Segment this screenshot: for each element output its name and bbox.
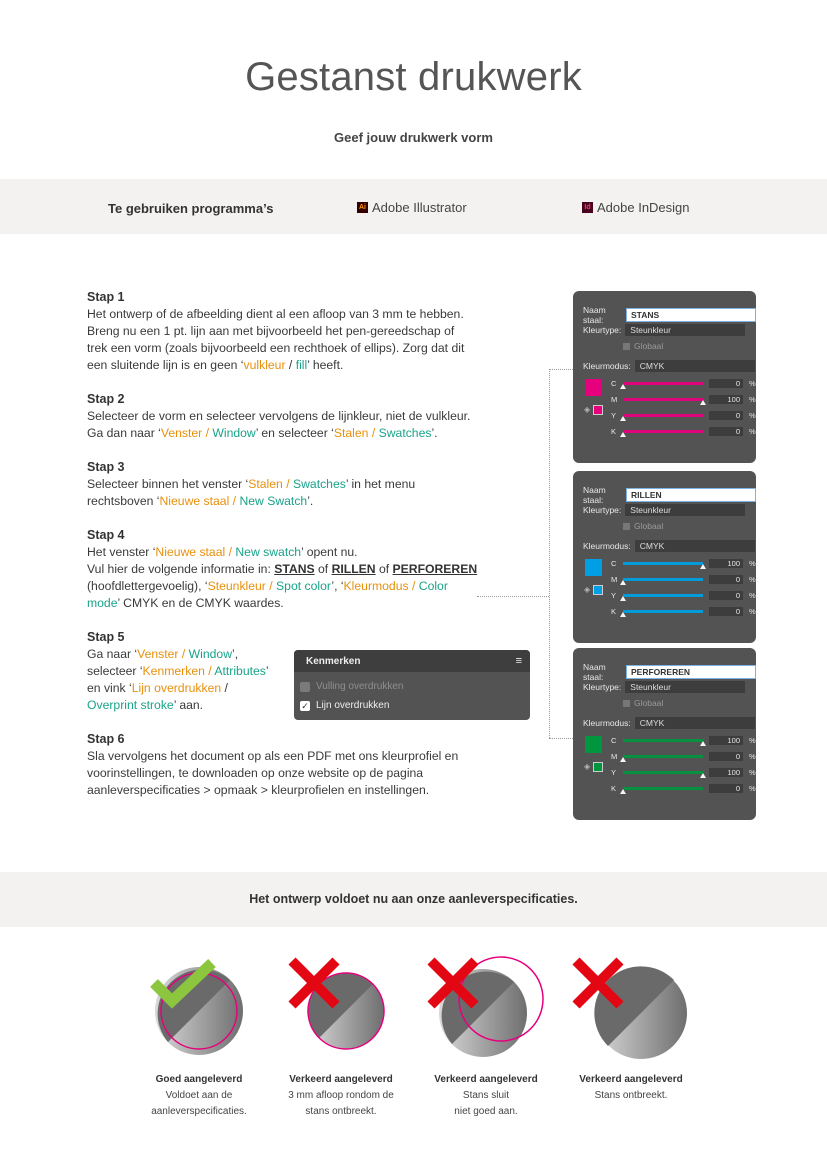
channel-label: C bbox=[611, 379, 617, 388]
step-5-text bbox=[87, 646, 287, 714]
global-label: Globaal bbox=[634, 341, 664, 351]
percent-label: % bbox=[749, 411, 756, 420]
channel-value-input[interactable]: 0 bbox=[709, 784, 743, 793]
step-5-text-part: Ga naar ‘ bbox=[87, 647, 138, 661]
step-6-line-2: voorinstellingen, te downloaden op onze website op de pagina bbox=[87, 766, 424, 780]
example-line: Stans ontbreekt. bbox=[594, 1090, 668, 1101]
step-3-text bbox=[87, 476, 507, 510]
color-type-select[interactable]: Steunkleur bbox=[625, 681, 745, 693]
spot-color-mini-swatch bbox=[593, 585, 603, 595]
step-2-text bbox=[87, 408, 507, 442]
spot-color-icon: ◈ bbox=[584, 585, 591, 594]
step-2-text-part: ’ en selecteer ‘ bbox=[255, 426, 334, 440]
step-4 bbox=[87, 527, 507, 612]
channel-value-input[interactable]: 100 bbox=[709, 736, 743, 745]
highlight-kleurmodus: Kleurmodus bbox=[343, 579, 409, 593]
step-3-text-part: Selecteer binnen het venster ‘ bbox=[87, 477, 249, 491]
percent-label: % bbox=[749, 607, 756, 616]
slider-m[interactable] bbox=[611, 752, 756, 761]
color-mode-row bbox=[583, 360, 755, 372]
step-5-text-part: ’ bbox=[265, 664, 269, 678]
slider-track[interactable] bbox=[623, 739, 703, 742]
highlight-spot-color: Spot color bbox=[276, 579, 332, 593]
slider-track[interactable] bbox=[623, 610, 703, 613]
example-line: stans ontbreekt. bbox=[305, 1106, 377, 1117]
percent-label: % bbox=[749, 768, 756, 777]
step-5-text-part: ’, bbox=[232, 647, 239, 661]
kenmerken-panel bbox=[294, 650, 530, 720]
slider-m[interactable] bbox=[611, 575, 756, 584]
programs-label: Te gebruiken programma’s bbox=[108, 201, 274, 216]
example-caption bbox=[134, 1072, 264, 1120]
slider-track[interactable] bbox=[623, 414, 703, 417]
example-line: Stans sluit bbox=[462, 1090, 510, 1101]
connector-line bbox=[549, 738, 573, 739]
step-2-line-1: Selecteer de vorm en selecteer vervolgens de lijnkleur, niet de vulkleur. bbox=[87, 409, 471, 423]
step-2-text-part: ’. bbox=[431, 426, 438, 440]
color-type-row bbox=[583, 681, 745, 693]
step-5-title: Stap 5 bbox=[87, 630, 125, 644]
channel-value-input[interactable]: 0 bbox=[709, 752, 743, 761]
global-label: Globaal bbox=[634, 521, 664, 531]
highlight-stalen: Stalen bbox=[248, 477, 283, 491]
channel-value-input[interactable]: 100 bbox=[709, 559, 743, 568]
highlight-kenmerken: Kenmerken bbox=[142, 664, 205, 678]
channel-label: Y bbox=[611, 768, 617, 777]
channel-value-input[interactable]: 0 bbox=[709, 411, 743, 420]
step-4-text bbox=[87, 544, 507, 612]
swatch-name-input[interactable]: RILLEN bbox=[626, 488, 756, 502]
channel-value-input[interactable]: 0 bbox=[709, 591, 743, 600]
percent-label: % bbox=[749, 591, 756, 600]
color-swatch-preview bbox=[585, 379, 602, 396]
highlight-window: Window bbox=[188, 647, 233, 661]
color-mode-label: Kleurmodus: bbox=[583, 541, 631, 551]
slider-track[interactable] bbox=[623, 578, 703, 581]
example-title: Goed aangeleverd bbox=[155, 1074, 243, 1085]
slider-k[interactable] bbox=[611, 784, 756, 793]
step-6-line-3: aanleverspecificaties > opmaak > kleurprofielen en instellingen. bbox=[87, 783, 430, 797]
slider-m[interactable] bbox=[611, 395, 756, 404]
step-4-text-part: / bbox=[225, 545, 236, 559]
channel-label: M bbox=[611, 395, 618, 404]
slider-k[interactable] bbox=[611, 427, 756, 436]
global-row[interactable] bbox=[623, 521, 663, 531]
keyword-stans: STANS bbox=[274, 562, 315, 576]
step-4-text-part: (hoofdlettergevoelig), ‘ bbox=[87, 579, 208, 593]
fill-overprint-row[interactable] bbox=[300, 681, 403, 692]
step-2-text-part: / bbox=[202, 426, 213, 440]
highlight-color-mode-cont: mode bbox=[87, 596, 118, 610]
highlight-lijn-overdrukken: Lijn overdrukken bbox=[131, 681, 222, 695]
step-6-title: Stap 6 bbox=[87, 732, 125, 746]
result-heading: Het ontwerp voldoet nu aan onze aanleverspecificaties. bbox=[249, 892, 578, 906]
swatch-name-input[interactable]: PERFOREREN bbox=[626, 665, 756, 679]
slider-thumb[interactable] bbox=[700, 741, 706, 746]
stroke-overprint-checkbox[interactable]: ✓ bbox=[301, 700, 309, 711]
slider-track[interactable] bbox=[623, 755, 703, 758]
fill-overprint-checkbox[interactable] bbox=[300, 682, 310, 692]
example-title: Verkeerd aangeleverd bbox=[434, 1074, 538, 1085]
kenmerken-title: Kenmerken bbox=[306, 655, 361, 667]
swatch-name-label: Naam staal: bbox=[583, 485, 606, 505]
spot-color-icon: ◈ bbox=[584, 405, 591, 414]
example-misaligned-illustration bbox=[421, 955, 551, 1067]
color-type-row bbox=[583, 324, 745, 336]
global-checkbox[interactable] bbox=[623, 343, 630, 350]
example-missing-stans-illustration bbox=[566, 955, 696, 1067]
example-good-illustration bbox=[134, 955, 264, 1067]
example-no-bleed bbox=[276, 955, 406, 1120]
step-4-text-part: of bbox=[375, 562, 393, 576]
highlight-color-mode: Color bbox=[418, 579, 448, 593]
swatch-name-label: Naam staal: bbox=[583, 305, 606, 325]
step-3 bbox=[87, 459, 507, 510]
indesign-label: Adobe InDesign bbox=[597, 200, 690, 215]
example-line: aanleverspecificaties. bbox=[151, 1106, 247, 1117]
percent-label: % bbox=[749, 559, 756, 568]
color-type-row bbox=[583, 504, 745, 516]
channel-label: K bbox=[611, 607, 617, 616]
slider-track[interactable] bbox=[623, 398, 703, 401]
percent-label: % bbox=[749, 736, 756, 745]
step-1-line-2: Breng nu een 1 pt. lijn aan met bijvoorbeeld het pen-gereedschap of bbox=[87, 324, 455, 338]
swatch-name-label: Naam staal: bbox=[583, 662, 606, 682]
illustrator-label: Adobe Illustrator bbox=[372, 200, 467, 215]
step-4-text-part: of bbox=[314, 562, 332, 576]
step-3-title: Stap 3 bbox=[87, 460, 125, 474]
highlight-new-swatch: New swatch bbox=[235, 545, 302, 559]
channel-label: Y bbox=[611, 411, 617, 420]
slider-track[interactable] bbox=[623, 594, 703, 597]
example-good bbox=[134, 955, 264, 1120]
slider-thumb[interactable] bbox=[700, 400, 706, 405]
step-4-text-part: Het venster ‘ bbox=[87, 545, 156, 559]
example-no-bleed-illustration bbox=[276, 955, 406, 1067]
channel-value-input[interactable]: 100 bbox=[709, 768, 743, 777]
keyword-rillen: RILLEN bbox=[331, 562, 376, 576]
slider-thumb[interactable] bbox=[620, 432, 626, 437]
step-4-text-part: ’ CMYK en de CMYK waardes. bbox=[117, 596, 284, 610]
swatch-name-input[interactable]: STANS bbox=[626, 308, 756, 322]
step-2-text-part: Ga dan naar ‘ bbox=[87, 426, 161, 440]
slider-track[interactable] bbox=[623, 787, 703, 790]
step-5-text-part: / bbox=[204, 664, 215, 678]
percent-label: % bbox=[749, 379, 756, 388]
slider-track[interactable] bbox=[623, 430, 703, 433]
highlight-vulkleur: vulkleur bbox=[243, 358, 286, 372]
percent-label: % bbox=[749, 752, 756, 761]
indesign-item bbox=[582, 200, 690, 215]
slider-track[interactable] bbox=[623, 382, 703, 385]
step-2-title: Stap 2 bbox=[87, 392, 125, 406]
highlight-nieuwe-staal: Nieuwe staal bbox=[159, 494, 230, 508]
step-6-text bbox=[87, 748, 507, 799]
example-missing-stans bbox=[566, 955, 696, 1104]
highlight-nieuwe-staal: Nieuwe staal bbox=[155, 545, 226, 559]
step-4-text-part: / bbox=[265, 579, 277, 593]
percent-label: % bbox=[749, 575, 756, 584]
step-4-text-part: ’ opent nu. bbox=[301, 545, 358, 559]
channel-value-input[interactable]: 100 bbox=[709, 395, 743, 404]
step-3-text-part: ’. bbox=[307, 494, 314, 508]
step-1-text bbox=[87, 306, 507, 374]
color-type-label: Kleurtype: bbox=[583, 325, 622, 335]
example-caption bbox=[566, 1072, 696, 1104]
slider-thumb[interactable] bbox=[620, 757, 626, 762]
slider-y[interactable] bbox=[611, 411, 756, 420]
slider-track[interactable] bbox=[623, 771, 703, 774]
channel-label: M bbox=[611, 575, 618, 584]
global-checkbox[interactable] bbox=[623, 523, 630, 530]
step-4-text-part: / bbox=[408, 579, 419, 593]
color-mode-row bbox=[583, 540, 755, 552]
highlight-swatches: Swatches bbox=[292, 477, 346, 491]
global-checkbox[interactable] bbox=[623, 700, 630, 707]
indesign-icon: Id bbox=[582, 202, 593, 213]
step-3-text-part: ’ in het menu bbox=[345, 477, 416, 491]
percent-label: % bbox=[749, 784, 756, 793]
step-3-text-part: / bbox=[282, 477, 293, 491]
step-3-text-part: rechtsboven ‘ bbox=[87, 494, 160, 508]
highlight-attributes: Attributes bbox=[214, 664, 266, 678]
color-swatch-preview bbox=[585, 736, 602, 753]
example-misaligned bbox=[421, 955, 551, 1120]
highlight-overprint-stroke: Overprint stroke bbox=[87, 698, 174, 712]
color-mode-select[interactable]: CMYK bbox=[635, 540, 755, 552]
slider-thumb[interactable] bbox=[700, 564, 706, 569]
channel-value-input[interactable]: 0 bbox=[709, 427, 743, 436]
step-5-text-part: selecteer ‘ bbox=[87, 664, 143, 678]
channel-label: C bbox=[611, 736, 617, 745]
example-line: 3 mm afloop rondom de bbox=[288, 1090, 394, 1101]
slider-thumb[interactable] bbox=[620, 612, 626, 617]
slider-c[interactable] bbox=[611, 736, 756, 745]
step-5-text-part: / bbox=[178, 647, 189, 661]
highlight-swatches: Swatches bbox=[378, 426, 432, 440]
example-title: Verkeerd aangeleverd bbox=[579, 1074, 683, 1085]
swatch-panel-rillen bbox=[573, 471, 756, 643]
global-row[interactable] bbox=[623, 698, 663, 708]
example-title: Verkeerd aangeleverd bbox=[289, 1074, 393, 1085]
slider-k[interactable] bbox=[611, 607, 756, 616]
step-4-text-part: Vul hier de volgende informatie in: bbox=[87, 562, 275, 576]
step-1 bbox=[87, 289, 507, 374]
color-type-label: Kleurtype: bbox=[583, 682, 622, 692]
channel-label: K bbox=[611, 784, 617, 793]
step-1-line-3: trek een vorm (zoals bijvoorbeeld een rechthoek of ellips). Zorg dat dit bbox=[87, 341, 465, 355]
panel-menu-icon[interactable]: ≡ bbox=[515, 655, 522, 667]
step-1-line-1: Het ontwerp of de afbeelding dient al een afloop van 3 mm te hebben. bbox=[87, 307, 464, 321]
highlight-fill: fill bbox=[295, 358, 308, 372]
color-mode-row bbox=[583, 717, 755, 729]
color-mode-label: Kleurmodus: bbox=[583, 361, 631, 371]
percent-label: % bbox=[749, 427, 756, 436]
step-5-text-part: ’ aan. bbox=[173, 698, 204, 712]
swatch-name-row bbox=[583, 485, 756, 505]
channel-value-input[interactable]: 0 bbox=[709, 575, 743, 584]
stroke-overprint-row[interactable] bbox=[300, 700, 389, 711]
slider-thumb[interactable] bbox=[620, 416, 626, 421]
step-6 bbox=[87, 731, 507, 799]
slider-thumb[interactable] bbox=[620, 596, 626, 601]
step-1-title: Stap 1 bbox=[87, 290, 125, 304]
connector-line bbox=[549, 369, 573, 370]
channel-label: M bbox=[611, 752, 618, 761]
page-subtitle: Geef jouw drukwerk vorm bbox=[334, 130, 493, 145]
highlight-steunkleur: Steunkleur bbox=[207, 579, 266, 593]
example-caption bbox=[421, 1072, 551, 1120]
page-title: Gestanst drukwerk bbox=[245, 55, 582, 99]
global-label: Globaal bbox=[634, 698, 664, 708]
swatch-name-row bbox=[583, 305, 756, 325]
highlight-window: Window bbox=[212, 426, 256, 440]
highlight-venster: Venster bbox=[160, 426, 203, 440]
example-line: niet goed aan. bbox=[454, 1106, 518, 1117]
slider-y[interactable] bbox=[611, 768, 756, 777]
color-type-select[interactable]: Steunkleur bbox=[625, 324, 745, 336]
step-1-text-part: een sluitende lijn is en geen ‘ bbox=[87, 358, 244, 372]
swatch-panel-stans bbox=[573, 291, 756, 463]
channel-label: Y bbox=[611, 591, 617, 600]
step-4-text-part: ’, ‘ bbox=[331, 579, 344, 593]
slider-c[interactable] bbox=[611, 559, 756, 568]
step-3-text-part: / bbox=[229, 494, 240, 508]
slider-c[interactable] bbox=[611, 379, 756, 388]
percent-label: % bbox=[749, 395, 756, 404]
color-mode-label: Kleurmodus: bbox=[583, 718, 631, 728]
spot-color-mini-swatch bbox=[593, 405, 603, 415]
color-mode-select[interactable]: CMYK bbox=[635, 717, 755, 729]
color-swatch-preview bbox=[585, 559, 602, 576]
keyword-perforeren: PERFOREREN bbox=[392, 562, 478, 576]
color-type-select[interactable]: Steunkleur bbox=[625, 504, 745, 516]
illustrator-item bbox=[357, 200, 467, 215]
slider-thumb[interactable] bbox=[620, 789, 626, 794]
steps-list bbox=[87, 289, 507, 816]
step-1-text-part: ’ heeft. bbox=[307, 358, 344, 372]
swatch-name-row bbox=[583, 662, 756, 682]
slider-thumb[interactable] bbox=[700, 773, 706, 778]
connector-line bbox=[477, 596, 549, 597]
spot-color-mini-swatch bbox=[593, 762, 603, 772]
highlight-stalen: Stalen bbox=[333, 426, 369, 440]
step-6-line-1: Sla vervolgens het document op als een PDF met ons kleurprofiel en bbox=[87, 749, 459, 763]
step-1-text-part: / bbox=[285, 358, 296, 372]
example-line: Voldoet aan de bbox=[165, 1090, 233, 1101]
step-2 bbox=[87, 391, 507, 442]
channel-value-input[interactable]: 0 bbox=[709, 607, 743, 616]
illustrator-icon: Ai bbox=[359, 204, 366, 211]
kenmerken-header bbox=[294, 650, 530, 672]
highlight-venster: Venster bbox=[137, 647, 179, 661]
fill-overprint-label: Vulling overdrukken bbox=[316, 681, 404, 692]
channel-label: K bbox=[611, 427, 617, 436]
channel-value-input[interactable]: 0 bbox=[709, 379, 743, 388]
spot-color-icon: ◈ bbox=[584, 762, 591, 771]
connector-line bbox=[549, 369, 550, 738]
step-2-text-part: / bbox=[368, 426, 379, 440]
highlight-new-swatch: New Swatch bbox=[239, 494, 308, 508]
step-5-text-part: en vink ‘ bbox=[87, 681, 132, 695]
global-row[interactable] bbox=[623, 341, 663, 351]
slider-thumb[interactable] bbox=[620, 580, 626, 585]
step-5-text-part: / bbox=[221, 681, 228, 695]
example-caption bbox=[276, 1072, 406, 1120]
stroke-overprint-label: Lijn overdrukken bbox=[316, 700, 390, 711]
slider-thumb[interactable] bbox=[620, 384, 626, 389]
color-mode-select[interactable]: CMYK bbox=[635, 360, 755, 372]
slider-track[interactable] bbox=[623, 562, 703, 565]
swatch-panel-perforeren bbox=[573, 648, 756, 820]
slider-y[interactable] bbox=[611, 591, 756, 600]
step-4-title: Stap 4 bbox=[87, 528, 125, 542]
channel-label: C bbox=[611, 559, 617, 568]
color-type-label: Kleurtype: bbox=[583, 505, 622, 515]
